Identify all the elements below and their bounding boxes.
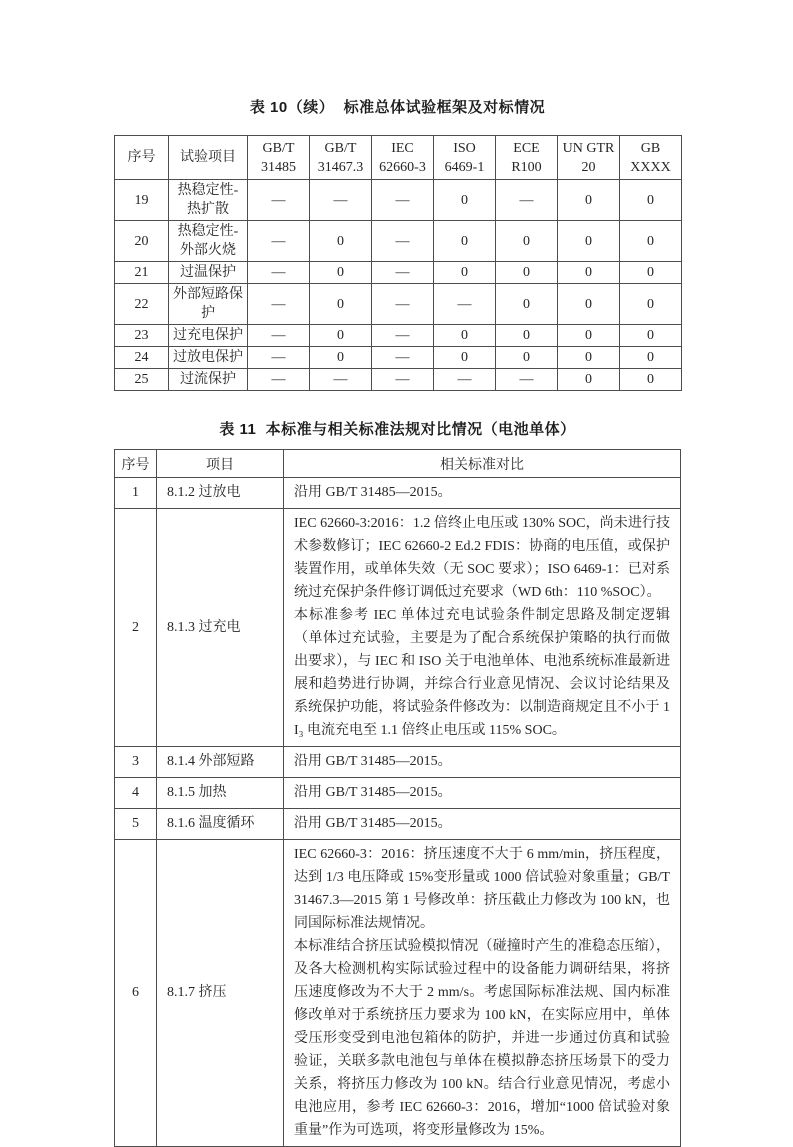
table-row	[115, 221, 682, 262]
column-header	[558, 136, 620, 180]
column-header-compare: 相关标准对比	[284, 450, 681, 478]
comparison-value-cell: 0	[496, 221, 558, 262]
test-item-cell	[169, 347, 248, 369]
row-number-cell: 19	[115, 180, 169, 221]
comparison-value-cell: 0	[558, 325, 620, 347]
column-header-no: 序号	[115, 450, 157, 478]
table-row	[115, 262, 682, 284]
comparison-value-cell: 0	[558, 221, 620, 262]
header-line: R100	[511, 159, 542, 175]
test-item-line: 热稳定性-	[177, 183, 239, 198]
table-row	[115, 747, 681, 778]
table-row	[115, 778, 681, 809]
comparison-value-cell: 0	[620, 262, 682, 284]
comparison-value-cell: —	[434, 369, 496, 391]
comparison-value-cell: 0	[620, 325, 682, 347]
comparison-value-cell: 0	[310, 284, 372, 325]
comparison-value-cell: —	[248, 325, 310, 347]
column-header	[248, 136, 310, 180]
paragraph: 沿用 GB/T 31485—2015。	[294, 754, 452, 769]
comparison-value-cell: 0	[496, 347, 558, 369]
header-line: GB/T	[324, 140, 357, 156]
row-number-cell: 4	[115, 778, 157, 809]
test-item-cell	[169, 369, 248, 391]
table-row	[115, 284, 682, 325]
table-row	[115, 180, 682, 221]
comparison-value-cell: —	[372, 221, 434, 262]
comparison-value-cell: 0	[310, 221, 372, 262]
test-item-line: 过充电保护	[173, 328, 243, 343]
column-header	[496, 136, 558, 180]
header-line: ECE	[513, 140, 540, 156]
comparison-value-cell: —	[248, 180, 310, 221]
comparison-value-cell: —	[248, 262, 310, 284]
column-header-item: 项目	[157, 450, 284, 478]
project-item-cell: 8.1.6 温度循环	[157, 809, 284, 840]
standard-comparison-cell	[284, 478, 681, 509]
comparison-value-cell: 0	[310, 347, 372, 369]
comparison-value-cell: 0	[620, 347, 682, 369]
comparison-value-cell: 0	[620, 180, 682, 221]
row-number-cell: 24	[115, 347, 169, 369]
comparison-value-cell: 0	[310, 325, 372, 347]
paragraph: 沿用 GB/T 31485—2015。	[294, 785, 452, 800]
header-line: XXXX	[630, 159, 671, 175]
header-line: 31485	[261, 159, 296, 175]
comparison-value-cell: 0	[310, 262, 372, 284]
project-item-cell: 8.1.7 挤压	[157, 840, 284, 1147]
standard-comparison-cell	[284, 509, 681, 747]
standard-comparison-cell	[284, 747, 681, 778]
paragraph: 本标准结合挤压试验模拟情况（碰撞时产生的准稳态压缩），及各大检测机构实际试验过程中的设备能力调研结果，将挤压速度修改为不大于 2 mm/s。考虑国际标准法规、国内标准修改单对于系统挤压力要求为 100 kN，在实际应用中，单体受压形变受到电池包箱体的防护，并进一步通过仿真和试验验证，关联多款电池包与单体在模拟静态挤压场景下的受力关系，将挤压力修改为 100 kN。结合行业意见情况，考虑小电池应用，参考 IEC 62660-3：2016，增加“1000 倍试验对象重量”作为可选项，将变形量修改为 15%。	[294, 939, 670, 1138]
comparison-value-cell: 0	[434, 347, 496, 369]
comparison-value-cell: —	[434, 284, 496, 325]
comparison-value-cell: 0	[496, 325, 558, 347]
header-line: 序号	[127, 150, 156, 165]
test-item-line: 热稳定性-	[177, 224, 239, 239]
comparison-value-cell: 0	[496, 262, 558, 284]
test-item-cell	[169, 284, 248, 325]
test-item-line: 过流保护	[180, 372, 236, 387]
header-line: UN GTR	[562, 140, 615, 156]
comparison-value-cell: 0	[620, 284, 682, 325]
table-row	[115, 509, 681, 747]
header-line: GB/T	[262, 140, 295, 156]
header-line: 试验项目	[180, 150, 236, 165]
project-item-cell: 8.1.3 过充电	[157, 509, 284, 747]
project-item-cell: 8.1.5 加热	[157, 778, 284, 809]
comparison-value-cell: —	[248, 284, 310, 325]
header-line: 31467.3	[317, 159, 364, 175]
table-row	[115, 478, 681, 509]
test-item-cell	[169, 325, 248, 347]
comparison-value-cell: 0	[434, 325, 496, 347]
table-row	[115, 840, 681, 1147]
comparison-value-cell: —	[496, 369, 558, 391]
table10-standards-comparison	[114, 135, 682, 391]
header-line: 20	[581, 159, 596, 175]
table10-title: 表 10（续） 标准总体试验框架及对标情况	[249, 99, 546, 116]
standard-comparison-cell	[284, 840, 681, 1147]
paragraph: 沿用 GB/T 31485—2015。	[294, 816, 452, 831]
column-header	[115, 136, 169, 180]
column-header	[372, 136, 434, 180]
row-number-cell: 25	[115, 369, 169, 391]
table11-header-row	[115, 450, 681, 478]
comparison-value-cell: 0	[620, 369, 682, 391]
comparison-value-cell: —	[496, 180, 558, 221]
table-row	[115, 347, 682, 369]
table11-title: 表 11 本标准与相关标准法规对比情况（电池单体）	[219, 421, 576, 438]
row-number-cell: 1	[115, 478, 157, 509]
row-number-cell: 3	[115, 747, 157, 778]
comparison-value-cell: —	[372, 180, 434, 221]
project-item-cell: 8.1.4 外部短路	[157, 747, 284, 778]
comparison-value-cell: 0	[558, 180, 620, 221]
comparison-value-cell: 0	[496, 284, 558, 325]
test-item-line: 过温保护	[180, 265, 236, 280]
test-item-cell	[169, 262, 248, 284]
column-header	[434, 136, 496, 180]
test-item-line: 外部火烧	[180, 243, 236, 258]
comparison-value-cell: —	[372, 284, 434, 325]
paragraph: IEC 62660-3：2016：挤压速度不大于 6 mm/min，挤压程度，达到 1/3 电压降或 15%变形量或 1000 倍试验对象重量；GB/T 31467.3—2015 第 1 号修改单：挤压截止力修改为 100 kN，也同国际标准法规情况。	[294, 847, 670, 931]
comparison-value-cell: —	[310, 180, 372, 221]
table11-body	[115, 478, 681, 1147]
row-number-cell: 21	[115, 262, 169, 284]
comparison-value-cell: —	[372, 262, 434, 284]
header-line: IEC	[391, 140, 414, 156]
comparison-value-cell: 0	[434, 262, 496, 284]
table10-header-row	[115, 136, 682, 180]
comparison-value-cell: 0	[558, 262, 620, 284]
column-header	[620, 136, 682, 180]
standard-comparison-cell	[284, 809, 681, 840]
comparison-value-cell: 0	[620, 221, 682, 262]
test-item-line: 热扩散	[187, 202, 229, 217]
comparison-value-cell: —	[248, 221, 310, 262]
table10-body	[115, 180, 682, 391]
header-line: 62660-3	[379, 159, 426, 175]
comparison-value-cell: —	[372, 325, 434, 347]
row-number-cell: 20	[115, 221, 169, 262]
test-item-cell	[169, 221, 248, 262]
comparison-value-cell: —	[248, 347, 310, 369]
table-row	[115, 809, 681, 840]
comparison-value-cell: 0	[558, 284, 620, 325]
test-item-line: 外部短路保护	[173, 287, 243, 321]
paragraph: 沿用 GB/T 31485—2015。	[294, 485, 452, 500]
comparison-value-cell: 0	[434, 221, 496, 262]
table11-cell-level-comparison	[114, 449, 681, 1147]
comparison-value-cell: —	[310, 369, 372, 391]
table-row	[115, 325, 682, 347]
row-number-cell: 5	[115, 809, 157, 840]
project-item-cell: 8.1.2 过放电	[157, 478, 284, 509]
paragraph: IEC 62660-3:2016：1.2 倍终止电压或 130% SOC，尚未进行技术参数修订；IEC 62660-2 Ed.2 FDIS：协商的电压值，或保护装置作用，或单体失效（无 SOC 要求）；ISO 6469-1：已对系统过充保护条件修订调低过充要求（WD 6th：110 %SOC）。	[294, 516, 670, 600]
standard-comparison-cell	[284, 778, 681, 809]
paragraph: 本标准参考 IEC 单体过充电试验条件制定思路及制定逻辑（单体过充试验，主要是为了配合系统保护策略的执行而做出要求），与 IEC 和 ISO 关于电池单体、电池系统标准最新进展和趋势进行协调，并综合行业意见情况、会议讨论结果及系统保护功能，将试验条件修改为：以制造商规定且不小于 1 I₃ 电流充电至 1.1 倍终止电压或 115% SOC。	[294, 608, 670, 738]
comparison-value-cell: —	[372, 347, 434, 369]
header-line: GB	[640, 140, 661, 156]
column-header	[310, 136, 372, 180]
comparison-value-cell: 0	[558, 347, 620, 369]
test-item-line: 过放电保护	[173, 350, 243, 365]
header-line: 6469-1	[444, 159, 485, 175]
test-item-cell	[169, 180, 248, 221]
row-number-cell: 6	[115, 840, 157, 1147]
table-row	[115, 369, 682, 391]
column-header	[169, 136, 248, 180]
comparison-value-cell: 0	[434, 180, 496, 221]
row-number-cell: 2	[115, 509, 157, 747]
comparison-value-cell: —	[248, 369, 310, 391]
comparison-value-cell: 0	[558, 369, 620, 391]
header-line: ISO	[453, 140, 476, 156]
row-number-cell: 23	[115, 325, 169, 347]
row-number-cell: 22	[115, 284, 169, 325]
comparison-value-cell: —	[372, 369, 434, 391]
